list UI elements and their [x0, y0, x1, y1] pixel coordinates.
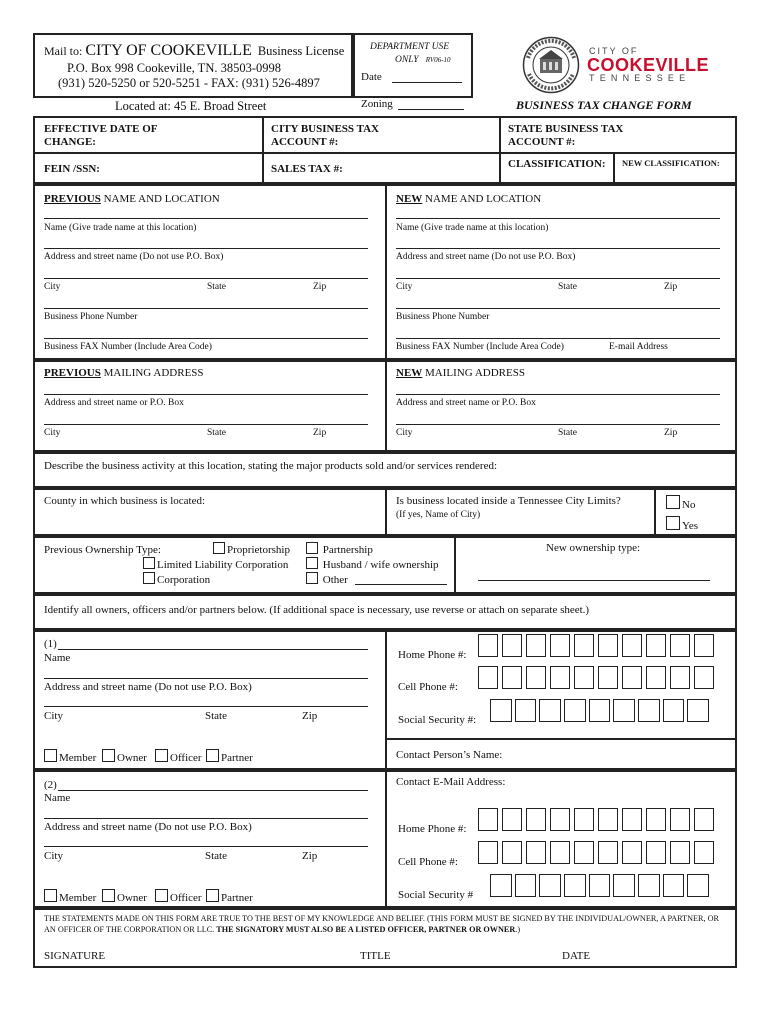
- owner2-name-label: Name: [44, 792, 71, 804]
- owner1-name-field[interactable]: [58, 649, 368, 650]
- owner1-cell-phone-digit-box[interactable]: [574, 666, 594, 689]
- prev-mail-city-label: City: [44, 428, 61, 438]
- effective-date-label: EFFECTIVE DATE OF CHANGE:: [44, 123, 158, 148]
- new-phone-field[interactable]: [396, 308, 720, 309]
- new-zip-label: Zip: [664, 282, 678, 292]
- owner1-ssn-digit-box[interactable]: [638, 699, 660, 722]
- partnership-label: Partnership: [322, 544, 373, 556]
- owner2-divider: [385, 770, 387, 908]
- other-field[interactable]: [355, 584, 447, 585]
- new-phone-label: Business Phone Number: [396, 312, 490, 322]
- owner2-address-label: Address and street name (Do not use P.O. Box): [44, 821, 252, 833]
- dept-zoning-label: Zoning: [361, 98, 393, 110]
- prev-mail-city-field[interactable]: [44, 424, 368, 425]
- owner2-state-label: State: [205, 850, 227, 862]
- new-state-label: State: [558, 282, 577, 292]
- certification-statement: [44, 913, 732, 935]
- prev-phone-field[interactable]: [44, 308, 368, 309]
- prev-mail-state-label: State: [207, 428, 226, 438]
- location-divider: [385, 184, 387, 360]
- new-mail-address-label: Address and street name or P.O. Box: [396, 398, 536, 408]
- grid-vline-2: [499, 116, 501, 184]
- owner1-partner-option[interactable]: [206, 749, 253, 764]
- owner2-home-phone-digit-box[interactable]: [598, 808, 618, 831]
- fein-ssn-label: FEIN /SSN:: [44, 163, 100, 175]
- owner2-partner-option[interactable]: [206, 889, 253, 904]
- account-grid-divider: [33, 152, 737, 154]
- contact-person-label: Contact Person’s Name:: [396, 749, 503, 761]
- new-ownership-label: New ownership type:: [546, 542, 641, 554]
- inside-city-yes-option[interactable]: [666, 516, 698, 532]
- owner1-home-phone-label: Home Phone #:: [398, 649, 467, 661]
- owner1-cell-phone-digit-box[interactable]: [502, 666, 522, 689]
- owner2-ssn-digit-box[interactable]: [687, 874, 709, 897]
- other-label: Other: [322, 574, 348, 586]
- county-divider-1: [385, 488, 387, 536]
- grid-vline-3: [613, 152, 615, 184]
- business-license-label: Business License: [257, 44, 345, 58]
- owner2-officer-checkbox[interactable]: [155, 889, 168, 902]
- new-address-field[interactable]: [396, 248, 720, 249]
- owner1-cell-phone-digit-box[interactable]: [526, 666, 546, 689]
- statement-end: .): [515, 925, 521, 934]
- owner1-cell-phone-digit-box[interactable]: [622, 666, 642, 689]
- phone-fax-line: (931) 520-5250 or 520-5251 - FAX: (931) 526-4897: [58, 76, 320, 90]
- owner2-home-phone-digit-box[interactable]: [550, 808, 570, 831]
- prev-phone-label: Business Phone Number: [44, 312, 138, 322]
- owner1-home-phone-digit-box[interactable]: [526, 634, 546, 657]
- yes-label: Yes: [682, 520, 699, 532]
- owner2-ssn-digit-box[interactable]: [515, 874, 537, 897]
- corporation-label: Corporation: [157, 574, 211, 586]
- owner1-roles-divider: [385, 738, 737, 740]
- new-email-label: E-mail Address: [609, 342, 668, 352]
- mailing-divider: [385, 360, 387, 452]
- proprietorship-label: Proprietorship: [227, 544, 290, 556]
- new-mail-state-label: State: [558, 428, 577, 438]
- classification-label: CLASSIFICATION:: [508, 158, 606, 170]
- form-title: BUSINESS TAX CHANGE FORM: [516, 98, 692, 112]
- new-classification-label: NEW CLASSIFICATION:: [622, 158, 720, 168]
- owner2-ssn-boxes[interactable]: [490, 874, 712, 898]
- sales-tax-label: SALES TAX #:: [271, 163, 343, 175]
- mailing-address-line: P.O. Box 998 Cookeville, TN. 38503-0998: [67, 61, 282, 75]
- owner2-ssn-digit-box[interactable]: [663, 874, 685, 897]
- owner1-home-phone-boxes[interactable]: [478, 634, 718, 658]
- prev-name-label: Name (Give trade name at this location): [44, 223, 197, 233]
- owner1-ssn-digit-box[interactable]: [515, 699, 537, 722]
- owner2-cell-phone-digit-box[interactable]: [670, 841, 690, 864]
- owner2-ssn-digit-box[interactable]: [613, 874, 635, 897]
- statement-bold-text: THE SIGNATORY MUST ALSO BE A LISTED OFFICER, PARTNER OR OWNER: [216, 925, 516, 934]
- owner1-name-label: Name: [44, 652, 71, 664]
- owner2-home-phone-digit-box[interactable]: [502, 808, 522, 831]
- mail-to-line: [44, 42, 344, 60]
- previous-location-rest: NAME AND LOCATION: [100, 193, 220, 205]
- owner2-ssn-digit-box[interactable]: [490, 874, 512, 897]
- new-mail-address-field[interactable]: [396, 394, 720, 395]
- owner1-ssn-label: Social Security #:: [398, 714, 477, 726]
- dept-use-only-text: ONLY: [395, 55, 419, 65]
- dept-date-field[interactable]: [392, 82, 462, 83]
- new-name-label: Name (Give trade name at this location): [396, 223, 549, 233]
- new-mailing-rest: MAILING ADDRESS: [422, 367, 525, 379]
- owner2-ssn-digit-box[interactable]: [638, 874, 660, 897]
- llc-checkbox[interactable]: [143, 557, 155, 569]
- owner2-cell-phone-digit-box[interactable]: [694, 841, 714, 864]
- owner2-home-phone-digit-box[interactable]: [574, 808, 594, 831]
- owner1-number: (1): [44, 638, 57, 650]
- county-label: County in which business is located:: [44, 495, 206, 507]
- state-tax-account-label: STATE BUSINESS TAX ACCOUNT #:: [508, 123, 624, 148]
- owner2-cell-phone-boxes[interactable]: [478, 841, 718, 865]
- owner1-partner-checkbox[interactable]: [206, 749, 219, 762]
- owner2-ssn-digit-box[interactable]: [564, 874, 586, 897]
- new-location-heading: [396, 193, 541, 205]
- owner1-ssn-digit-box[interactable]: [539, 699, 561, 722]
- proprietorship-option[interactable]: [213, 542, 290, 556]
- previous-mailing-heading: [44, 367, 204, 379]
- new-mailing-heading: [396, 367, 525, 379]
- husband-wife-option[interactable]: [306, 557, 439, 571]
- no-checkbox[interactable]: [666, 495, 680, 509]
- owner1-city-label: City: [44, 710, 63, 722]
- business-activity-label: Describe the business activity at this location, stating the major products sold and/or services rendered:: [44, 460, 498, 472]
- owner2-city-field[interactable]: [44, 846, 368, 847]
- prev-address-label: Address and street name (Do not use P.O. Box): [44, 252, 224, 262]
- owner2-home-phone-digit-box[interactable]: [670, 808, 690, 831]
- llc-option[interactable]: [143, 557, 288, 571]
- owner2-cell-phone-label: Cell Phone #:: [398, 856, 458, 868]
- inside-city-no-option[interactable]: [666, 495, 695, 511]
- owner1-address-field[interactable]: [44, 678, 368, 679]
- owner1-owner-checkbox[interactable]: [102, 749, 115, 762]
- prev-city-field[interactable]: [44, 278, 368, 279]
- title-label: TITLE: [360, 950, 391, 962]
- owner1-cell-phone-label: Cell Phone #:: [398, 681, 458, 693]
- prev-mail-address-field[interactable]: [44, 394, 368, 395]
- owner2-officer-label: Officer: [170, 892, 202, 904]
- previous-mailing-rest: MAILING ADDRESS: [100, 367, 204, 379]
- owner2-member-checkbox[interactable]: [44, 889, 57, 902]
- owner1-ssn-digit-box[interactable]: [564, 699, 586, 722]
- new-address-label: Address and street name (Do not use P.O. Box): [396, 252, 576, 262]
- owner1-ssn-digit-box[interactable]: [613, 699, 635, 722]
- prev-fax-label: Business FAX Number (Include Area Code): [44, 342, 212, 352]
- owner1-cell-phone-digit-box[interactable]: [670, 666, 690, 689]
- owner1-home-phone-digit-box[interactable]: [622, 634, 642, 657]
- new-mail-zip-label: Zip: [664, 428, 678, 438]
- owner1-partner-label: Partner: [221, 752, 253, 764]
- owner2-owner-label: Owner: [117, 892, 147, 904]
- inside-city-question: Is business located inside a Tennessee City Limits?: [396, 495, 621, 507]
- new-ownership-field[interactable]: [478, 580, 710, 581]
- date-label: DATE: [562, 950, 591, 962]
- located-at: Located at: 45 E. Broad Street: [115, 99, 267, 113]
- new-word: NEW: [396, 193, 423, 205]
- owner1-home-phone-digit-box[interactable]: [550, 634, 570, 657]
- dept-use-title: DEPARTMENT USE: [370, 42, 450, 52]
- city-seal-logo: [522, 36, 580, 94]
- owner1-officer-option[interactable]: [155, 749, 202, 764]
- owner2-home-phone-boxes[interactable]: [478, 808, 718, 832]
- owner1-home-phone-digit-box[interactable]: [670, 634, 690, 657]
- previous-ownership-label: Previous Ownership Type:: [44, 544, 161, 556]
- llc-label: Limited Liability Corporation: [157, 559, 289, 571]
- dept-date-label: Date: [361, 71, 382, 83]
- grid-vline-1: [262, 116, 264, 184]
- owner1-member-option[interactable]: [44, 749, 96, 764]
- new-fax-field[interactable]: [396, 338, 720, 339]
- owner2-owner-checkbox[interactable]: [102, 889, 115, 902]
- previous-mailing-word: PREVIOUS: [44, 367, 101, 379]
- owner2-cell-phone-digit-box[interactable]: [526, 841, 546, 864]
- city-tax-account-label: CITY BUSINESS TAX ACCOUNT #:: [271, 123, 380, 148]
- owner1-officer-label: Officer: [170, 752, 202, 764]
- contact-email-label: Contact E-Mail Address:: [396, 776, 506, 788]
- owner1-zip-label: Zip: [302, 710, 318, 722]
- owner2-home-phone-digit-box[interactable]: [694, 808, 714, 831]
- revision-code: RV06-10: [425, 56, 451, 64]
- owner1-member-checkbox[interactable]: [44, 749, 57, 762]
- husband-wife-checkbox[interactable]: [306, 557, 318, 569]
- partnership-option[interactable]: [306, 542, 373, 556]
- dept-use-only: [395, 55, 450, 65]
- new-mail-city-field[interactable]: [396, 424, 720, 425]
- owner2-home-phone-digit-box[interactable]: [526, 808, 546, 831]
- owner2-cell-phone-digit-box[interactable]: [574, 841, 594, 864]
- prev-fax-field[interactable]: [44, 338, 368, 339]
- owner1-officer-checkbox[interactable]: [155, 749, 168, 762]
- owners-intro: Identify all owners, officers and/or partners below. (If additional space is necessary, use reverse or attach on separate sheet.): [44, 604, 590, 616]
- new-location-rest: NAME AND LOCATION: [422, 193, 542, 205]
- owner1-city-field[interactable]: [44, 706, 368, 707]
- owner1-home-phone-digit-box[interactable]: [502, 634, 522, 657]
- owner2-cell-phone-digit-box[interactable]: [502, 841, 522, 864]
- dept-zoning-field[interactable]: [398, 109, 464, 110]
- owner2-name-field[interactable]: [58, 790, 368, 791]
- new-mailing-word: NEW: [396, 367, 423, 379]
- new-city-field[interactable]: [396, 278, 720, 279]
- owner1-owner-option[interactable]: [102, 749, 147, 764]
- owner2-zip-label: Zip: [302, 850, 318, 862]
- owner1-ssn-digit-box[interactable]: [589, 699, 611, 722]
- owner2-home-phone-digit-box[interactable]: [622, 808, 642, 831]
- owner2-home-phone-label: Home Phone #:: [398, 823, 467, 835]
- new-city-label: City: [396, 282, 413, 292]
- prev-mail-address-label: Address and street name or P.O. Box: [44, 398, 184, 408]
- owner1-home-phone-digit-box[interactable]: [694, 634, 714, 657]
- no-label: No: [682, 499, 696, 511]
- signature-label: SIGNATURE: [44, 950, 106, 962]
- owner2-cell-phone-digit-box[interactable]: [478, 841, 498, 864]
- owner1-state-label: State: [205, 710, 227, 722]
- owner1-divider: [385, 630, 387, 770]
- owner2-cell-phone-digit-box[interactable]: [550, 841, 570, 864]
- owner2-address-field[interactable]: [44, 818, 368, 819]
- owner2-number: (2): [44, 779, 57, 791]
- new-name-field[interactable]: [396, 218, 720, 219]
- yes-checkbox[interactable]: [666, 516, 680, 530]
- owner1-cell-phone-boxes[interactable]: [478, 666, 718, 690]
- corporation-checkbox[interactable]: [143, 572, 155, 584]
- owner2-member-label: Member: [59, 892, 97, 904]
- owner1-home-phone-digit-box[interactable]: [574, 634, 594, 657]
- owner1-cell-phone-digit-box[interactable]: [598, 666, 618, 689]
- prev-city-label: City: [44, 282, 61, 292]
- new-mail-city-label: City: [396, 428, 413, 438]
- owner1-ssn-digit-box[interactable]: [663, 699, 685, 722]
- city-name: CITY OF COOKEVILLE: [85, 42, 252, 59]
- if-yes-name-city: (If yes, Name of City): [396, 510, 481, 520]
- prev-state-label: State: [207, 282, 226, 292]
- owner2-cell-phone-digit-box[interactable]: [622, 841, 642, 864]
- owner1-home-phone-digit-box[interactable]: [598, 634, 618, 657]
- owner1-member-label: Member: [59, 752, 97, 764]
- mail-to-prefix: Mail to:: [44, 44, 86, 58]
- owner1-cell-phone-digit-box[interactable]: [646, 666, 666, 689]
- owner2-member-option[interactable]: [44, 889, 96, 904]
- county-divider-2: [654, 488, 656, 536]
- corporation-option[interactable]: [143, 572, 210, 586]
- other-checkbox[interactable]: [306, 572, 318, 584]
- new-fax-label: Business FAX Number (Include Area Code): [396, 342, 564, 352]
- owner2-partner-label: Partner: [221, 892, 253, 904]
- prev-mail-zip-label: Zip: [313, 428, 327, 438]
- ownership-divider: [454, 536, 456, 594]
- owner1-cell-phone-digit-box[interactable]: [694, 666, 714, 689]
- owner2-home-phone-digit-box[interactable]: [646, 808, 666, 831]
- logo-state: TENNESSEE: [589, 73, 691, 83]
- owner2-home-phone-digit-box[interactable]: [478, 808, 498, 831]
- owner1-address-label: Address and street name (Do not use P.O. Box): [44, 681, 252, 693]
- owner2-ssn-label: Social Security #: [398, 889, 474, 901]
- owner2-cell-phone-digit-box[interactable]: [646, 841, 666, 864]
- previous-location-heading: [44, 193, 220, 205]
- owner2-owner-option[interactable]: [102, 889, 147, 904]
- owner1-ssn-digit-box[interactable]: [490, 699, 512, 722]
- statement-text: THE STATEMENTS MADE ON THIS FORM ARE TRUE TO THE BEST OF MY KNOWLEDGE AND BELIEF. (THIS FORM MUST BE SIGNED BY THE INDIVIDUAL/OWNER, A PARTNER, OR AN OFFICER OF THE CORPORATION OR LLC.: [44, 914, 719, 934]
- owner2-cell-phone-digit-box[interactable]: [598, 841, 618, 864]
- owner2-partner-checkbox[interactable]: [206, 889, 219, 902]
- prev-name-field[interactable]: [44, 218, 368, 219]
- owner1-cell-phone-digit-box[interactable]: [550, 666, 570, 689]
- prev-zip-label: Zip: [313, 282, 327, 292]
- owner1-cell-phone-digit-box[interactable]: [478, 666, 498, 689]
- owner2-ssn-digit-box[interactable]: [589, 874, 611, 897]
- previous-word: PREVIOUS: [44, 193, 101, 205]
- other-option[interactable]: [306, 572, 348, 586]
- owner2-ssn-digit-box[interactable]: [539, 874, 561, 897]
- owner2-city-label: City: [44, 850, 63, 862]
- owner2-officer-option[interactable]: [155, 889, 202, 904]
- owner1-home-phone-digit-box[interactable]: [646, 634, 666, 657]
- owner1-home-phone-digit-box[interactable]: [478, 634, 498, 657]
- logo-city-of: CITY OF: [589, 46, 639, 56]
- prev-address-field[interactable]: [44, 248, 368, 249]
- owner1-ssn-boxes[interactable]: [490, 699, 712, 723]
- partnership-checkbox[interactable]: [306, 542, 318, 554]
- proprietorship-checkbox[interactable]: [213, 542, 225, 554]
- husband-wife-label: Husband / wife ownership: [322, 559, 439, 571]
- owner1-owner-label: Owner: [117, 752, 147, 764]
- logo-name: COOKEVILLE: [587, 55, 710, 75]
- owner1-ssn-digit-box[interactable]: [687, 699, 709, 722]
